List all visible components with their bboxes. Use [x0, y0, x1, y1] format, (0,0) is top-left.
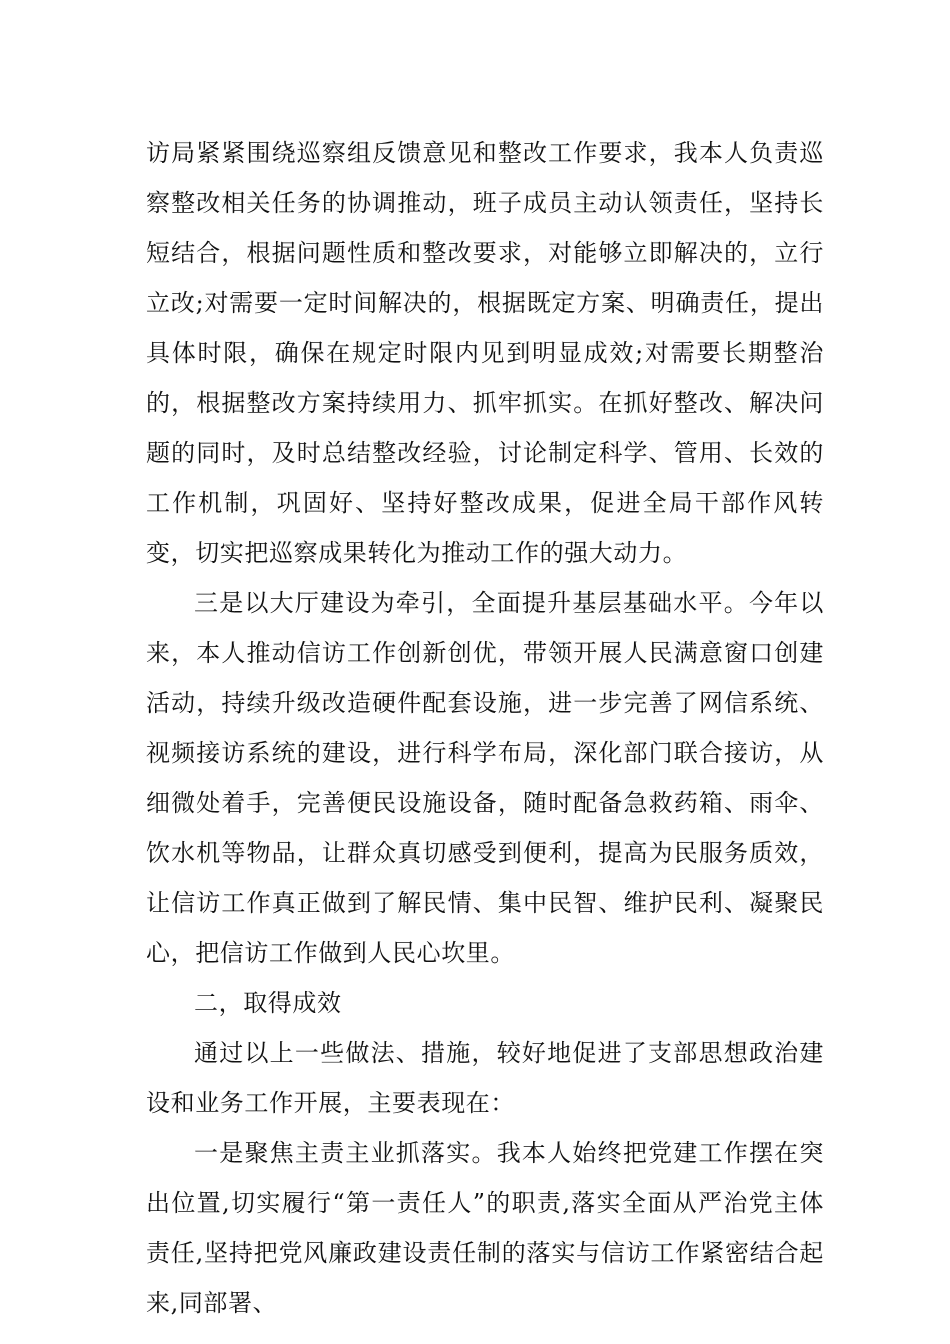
paragraph-continuation: 访局紧紧围绕巡察组反馈意见和整改工作要求，我本人负责巡察整改相关任务的协调推动，班子成员主动认领责任，坚持长短结合，根据问题性质和整改要求，对能够立即解决的，立行立改;对需要一定时间解决的，根据既定方案、明确责任，提出具体时限，确保在规定时限内见到明显成效;对需要长期整治的，根据整改方案持续用力、抓牢抓实。在抓好整改、解决问题的同时，及时总结整改经验，讨论制定科学、管用、长效的工作机制，巩固好、坚持好整改成果，促进全局干部作风转变，切实把巡察成果转化为推动工作的强大动力。 [146, 139, 824, 567]
paragraph-point-one: 一是聚焦主责主业抓落实。我本人始终把党建工作摆在突出位置,切实履行“第一责任人”的职责,落实全面从严治党主体责任,坚持把党风廉政建设责任制的落实与信访工作紧密结合起来,同部署、 [146, 1139, 824, 1317]
paragraph-intro-results: 通过以上一些做法、措施，较好地促进了支部思想政治建设和业务工作开展，主要表现在： [146, 1039, 824, 1117]
document-body [146, 128, 824, 1328]
section-heading-results: 二，取得成效 [194, 989, 342, 1017]
paragraph-point-three: 三是以大厅建设为牵引，全面提升基层基础水平。今年以来，本人推动信访工作创新创优，带领开展人民满意窗口创建活动，持续升级改造硬件配套设施，进一步完善了网信系统、视频接访系统的建设，进行科学布局，深化部门联合接访，从细微处着手，完善便民设施设备，随时配备急救药箱、雨伞、饮水机等物品，让群众真切感受到便利，提高为民服务质效，让信访工作真正做到了解民情、集中民智、维护民利、凝聚民心，把信访工作做到人民心坎里。 [146, 589, 824, 967]
